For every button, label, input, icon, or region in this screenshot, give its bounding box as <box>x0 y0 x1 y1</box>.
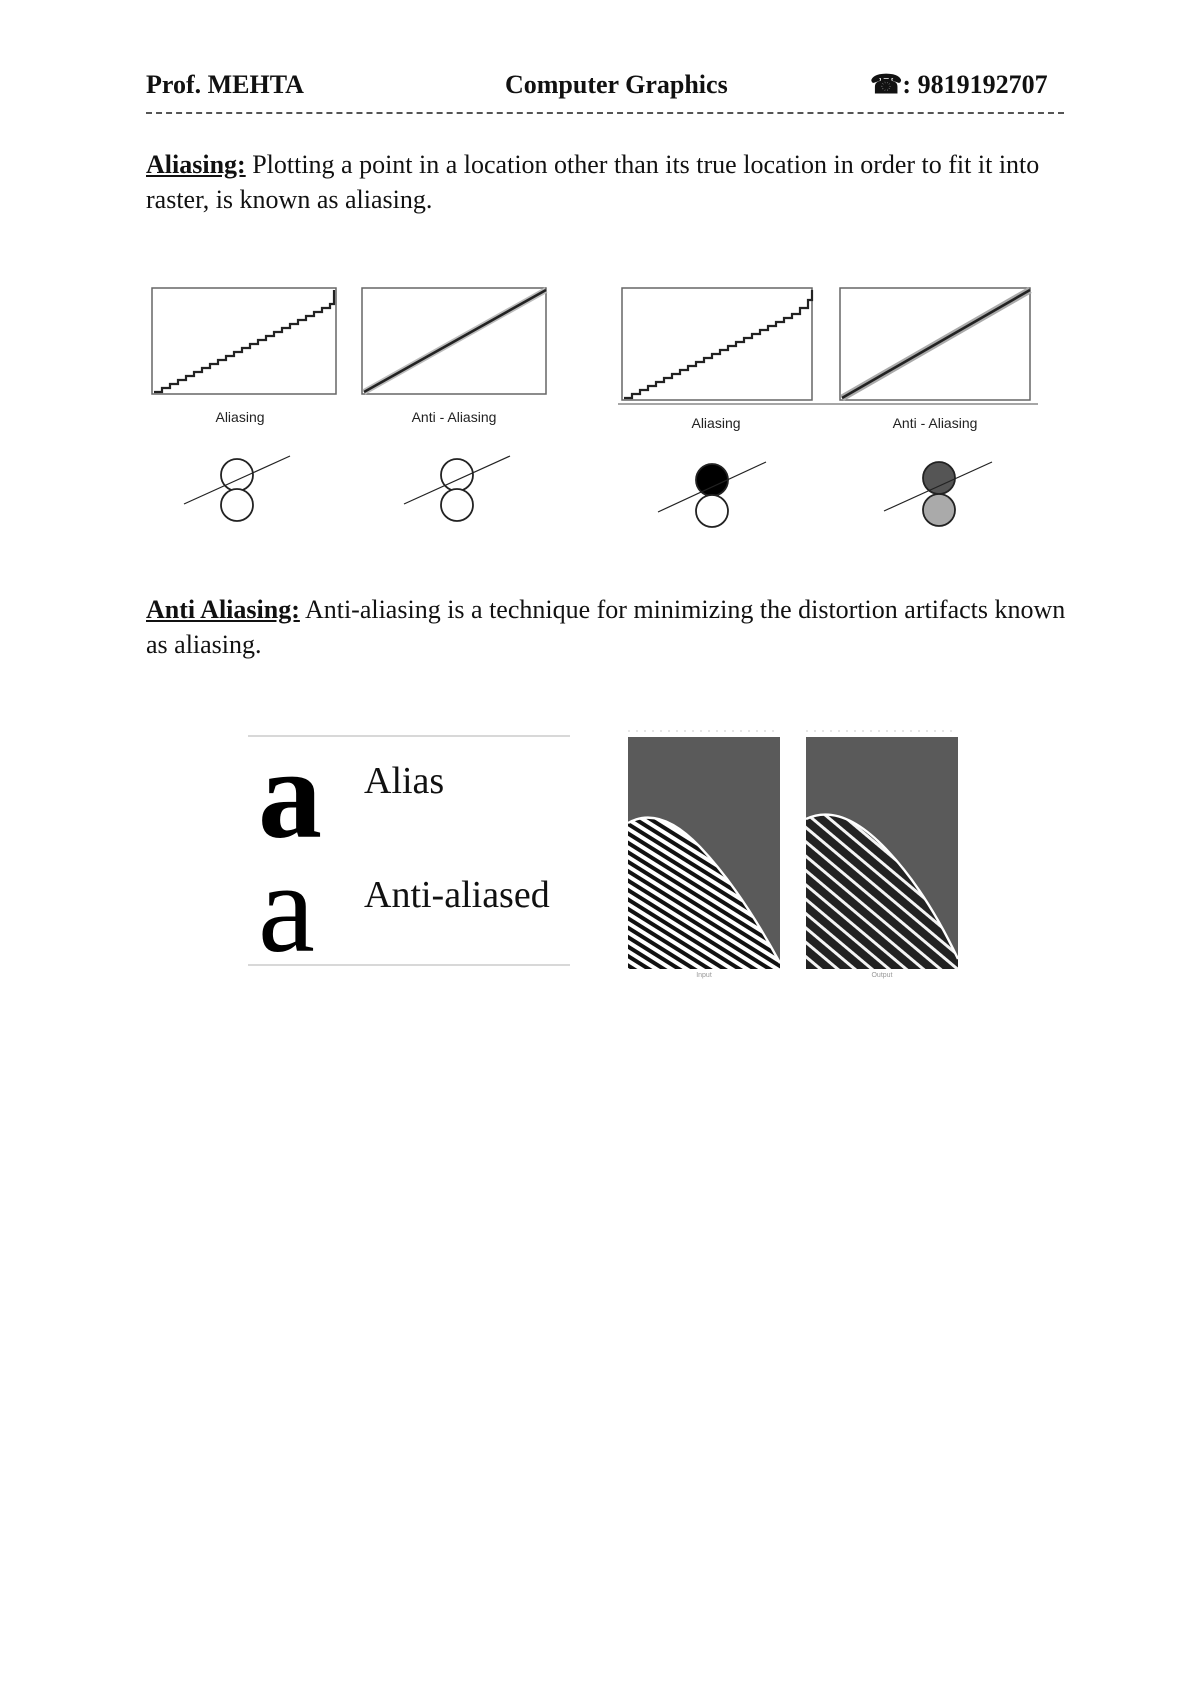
aliasing-figure-svg <box>150 280 1050 540</box>
header-phone <box>870 70 1048 100</box>
letter-comparison-svg <box>248 733 570 969</box>
phone-separator: : <box>902 70 918 99</box>
figure-label-aliasing-2: Aliasing <box>691 415 741 431</box>
figure-label-anti-aliasing-2: Anti - Aliasing <box>892 415 978 431</box>
header-subject: Computer Graphics <box>505 70 728 99</box>
anti-aliased-label: Anti-aliased <box>364 874 550 916</box>
anti-aliasing-panel-1 <box>362 288 546 394</box>
wave-pattern-svg <box>620 727 966 979</box>
wave-output-panel <box>806 731 958 979</box>
aliasing-term: Aliasing: <box>146 150 246 179</box>
header-divider <box>146 112 1064 114</box>
alias-label: Alias <box>364 760 445 802</box>
pixel-diagram-2 <box>404 456 510 521</box>
anti-aliasing-paragraph <box>146 592 1076 662</box>
wave-input-panel <box>628 731 780 979</box>
anti-aliased-glyph: a <box>258 837 315 969</box>
letter-comparison-figure <box>248 733 570 974</box>
pixel-diagram-1 <box>184 456 290 521</box>
anti-aliasing-definition: Anti-aliasing is a technique for minimizing the distortion artifacts known as aliasing. <box>146 595 1066 659</box>
aliasing-figure <box>150 280 1050 545</box>
phone-number: 9819192707 <box>917 70 1048 99</box>
wave-output-caption: Output <box>871 972 893 979</box>
anti-aliasing-panel-2 <box>840 288 1030 400</box>
aliasing-panel-2 <box>622 288 812 400</box>
pixel-diagram-4 <box>884 462 992 526</box>
figure-label-anti-aliasing-1: Anti - Aliasing <box>411 409 497 425</box>
aliasing-definition: Plotting a point in a location other than its true location in order to fit it into raster, is known as aliasing. <box>146 150 1040 214</box>
telephone-icon: ☎ <box>870 70 903 99</box>
aliased-glyph: a <box>258 733 322 865</box>
wave-pattern-figure <box>620 727 966 984</box>
aliasing-panel-1 <box>152 288 336 394</box>
header-author: Prof. MEHTA <box>146 70 304 99</box>
aliasing-paragraph <box>146 147 1076 217</box>
pixel-diagram-3 <box>658 462 766 527</box>
anti-aliasing-term: Anti Aliasing: <box>146 595 300 624</box>
figure-label-aliasing-1: Aliasing <box>215 409 265 425</box>
wave-input-caption: Input <box>696 972 712 979</box>
